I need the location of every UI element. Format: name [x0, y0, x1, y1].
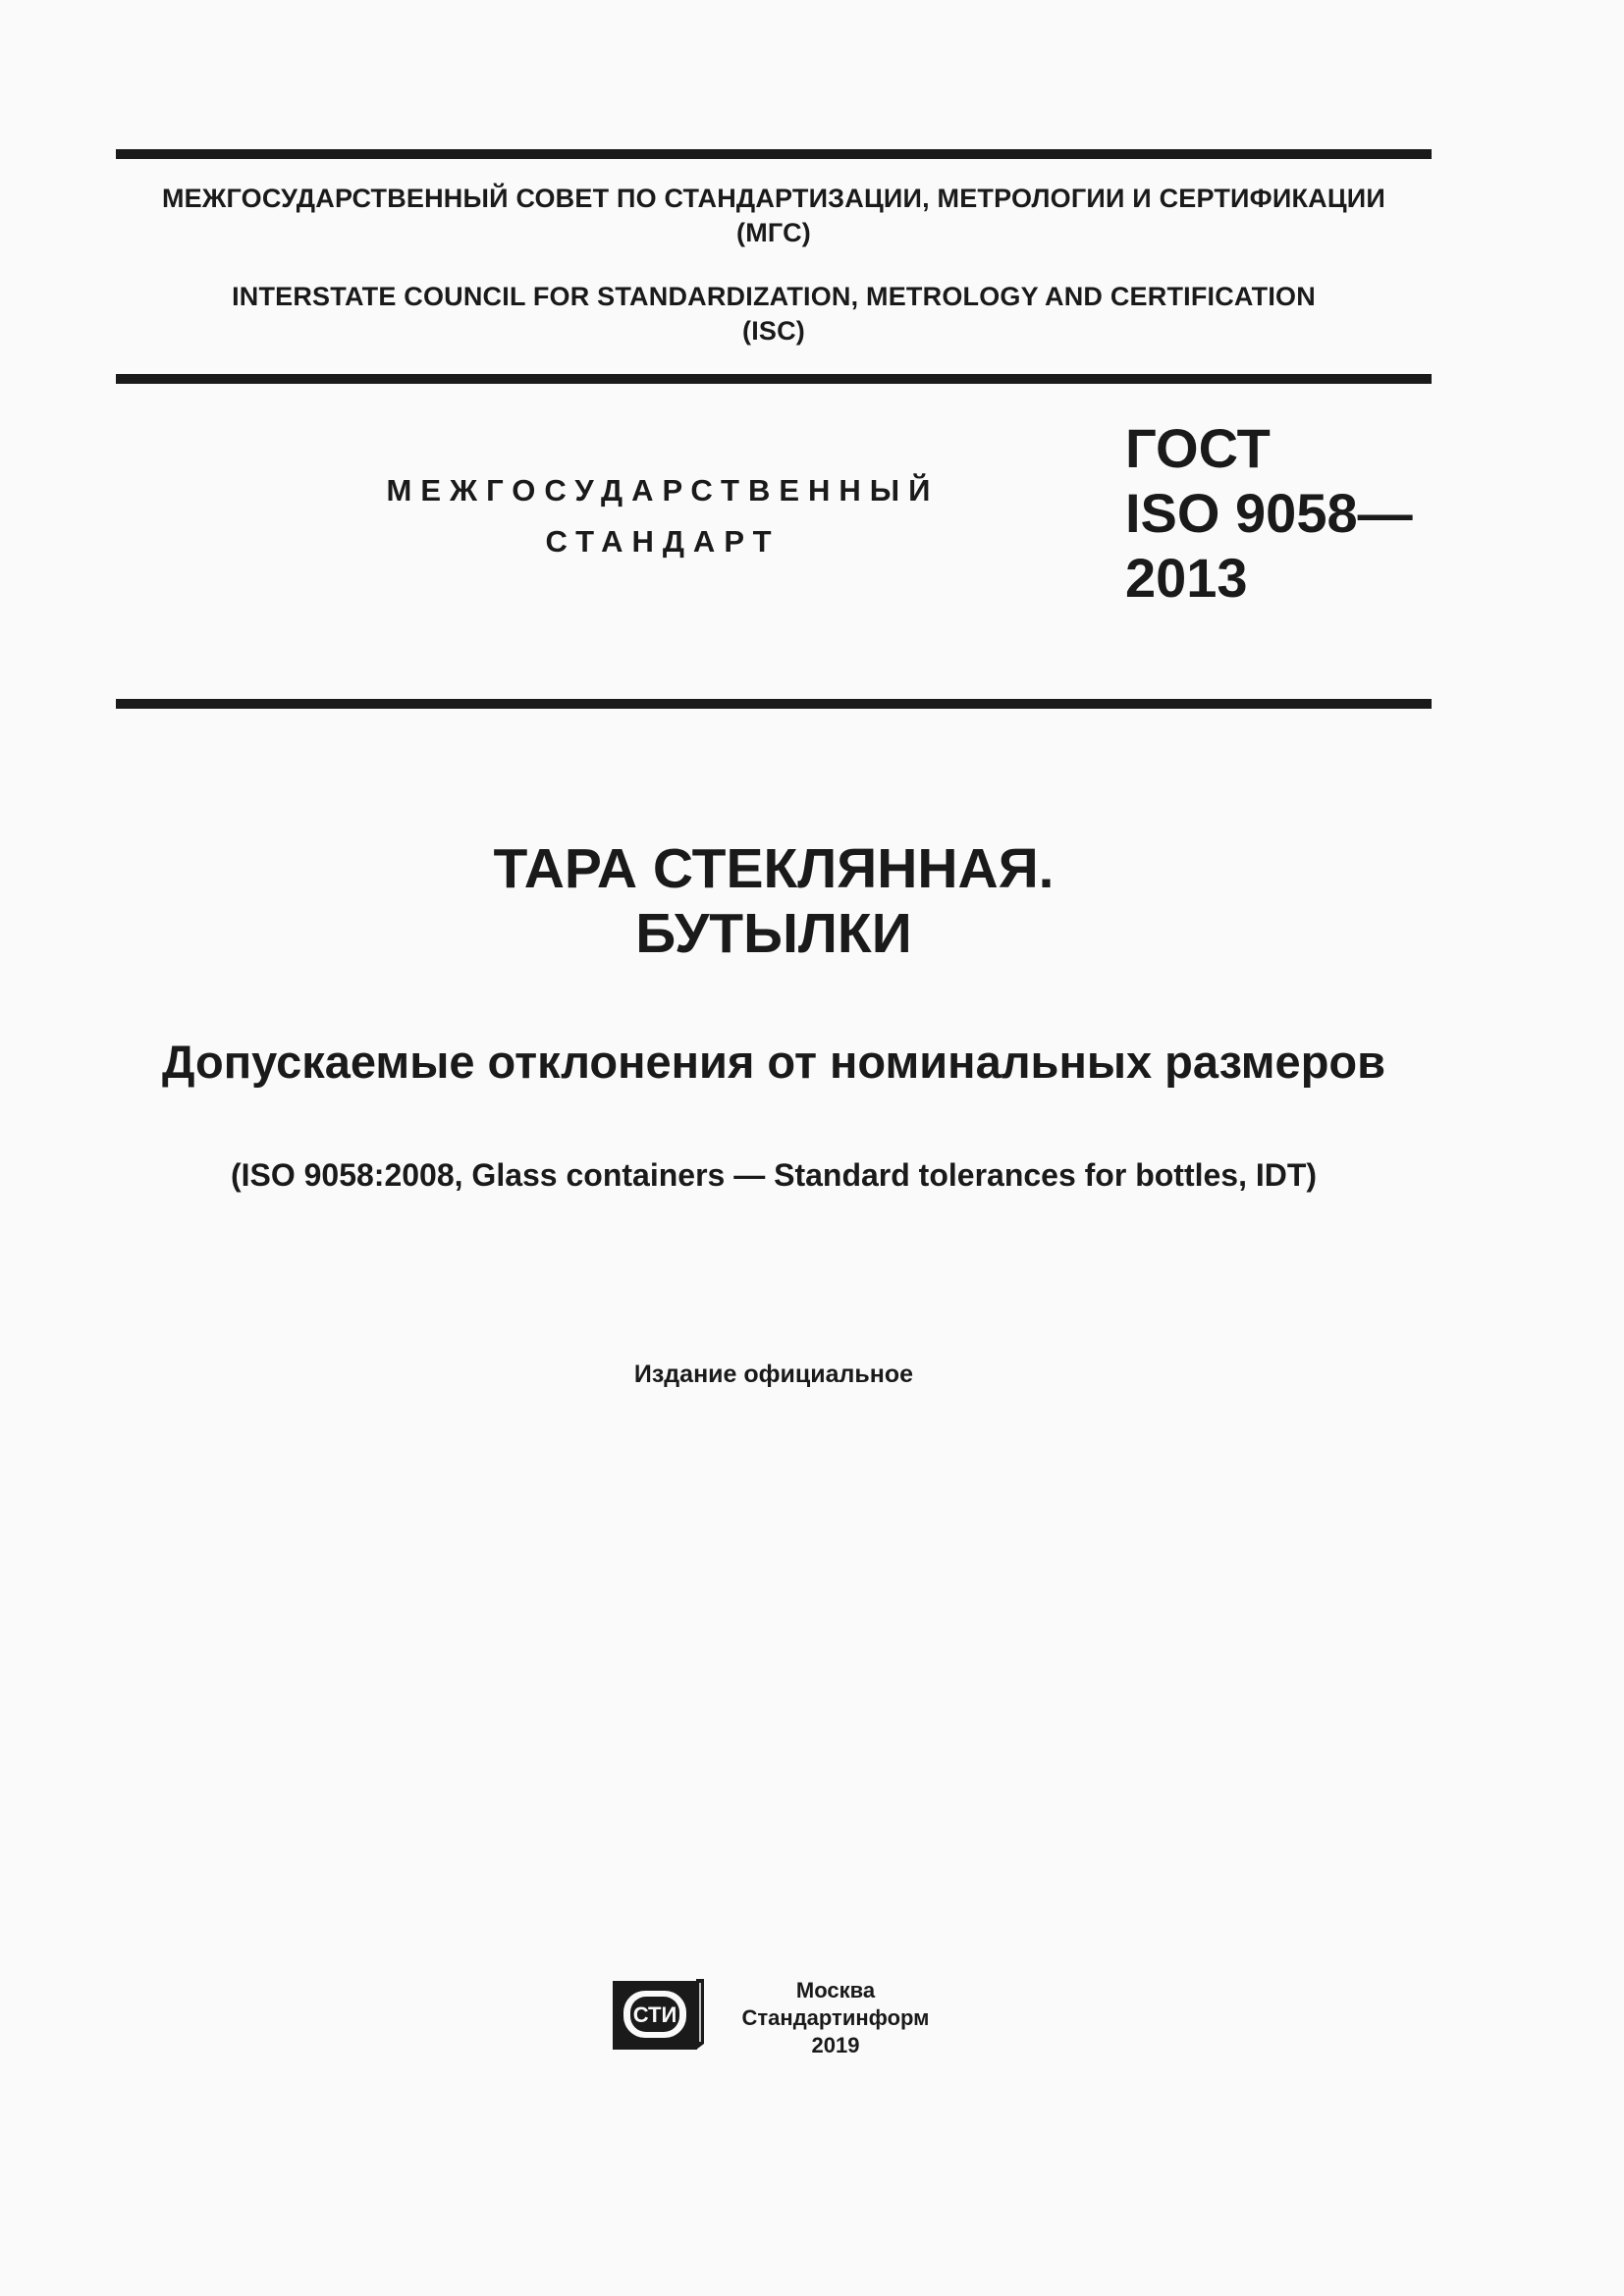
council-abbr-en: (ISC)	[742, 316, 805, 346]
publication-year: 2019	[811, 2033, 860, 2057]
council-name-ru-line: МЕЖГОСУДАРСТВЕННЫЙ СОВЕТ ПО СТАНДАРТИЗАЦИИ, МЕТРОЛОГИИ И СЕРТИФИКАЦИИ	[161, 184, 1386, 213]
document-title	[116, 836, 1432, 966]
publisher-name: Стандартинформ	[741, 2005, 930, 2030]
document-title-line1: ТАРА СТЕКЛЯННАЯ.	[493, 837, 1055, 900]
standard-type-line1: МЕЖГОСУДАРСТВЕННЫЙ	[386, 473, 940, 507]
edition-label: Издание официальное	[633, 1361, 914, 1388]
designation-line3: 2013	[1125, 547, 1248, 609]
publisher-city: Москва	[795, 1978, 876, 2002]
logo-text: СТИ	[632, 2002, 677, 2027]
document-title-line2: БУТЫЛКИ	[635, 902, 912, 965]
designation-line1: ГОСТ	[1125, 417, 1271, 479]
top-rule	[116, 149, 1432, 159]
header-bottom-rule	[116, 374, 1432, 384]
designation-bottom-rule	[116, 699, 1432, 709]
council-name-ru	[116, 182, 1432, 250]
publisher-block	[713, 1977, 958, 2059]
document-subtitle: Допускаемые отклонения от номинальных размеров	[161, 1036, 1386, 1088]
standartinform-logo-icon	[612, 1979, 706, 2054]
council-abbr-ru: (МГС)	[736, 218, 811, 247]
designation-line2: ISO 9058—	[1125, 482, 1413, 544]
standard-designation	[1125, 416, 1413, 611]
standard-type	[324, 465, 1001, 567]
council-name-en-line: INTERSTATE COUNCIL FOR STANDARDIZATION, METROLOGY AND CERTIFICATION	[232, 282, 1316, 311]
council-name-en	[116, 280, 1432, 348]
standard-type-line2: СТАНДАРТ	[545, 524, 781, 559]
iso-reference: (ISO 9058:2008, Glass containers — Standard tolerances for bottles, IDT)	[230, 1157, 1318, 1193]
